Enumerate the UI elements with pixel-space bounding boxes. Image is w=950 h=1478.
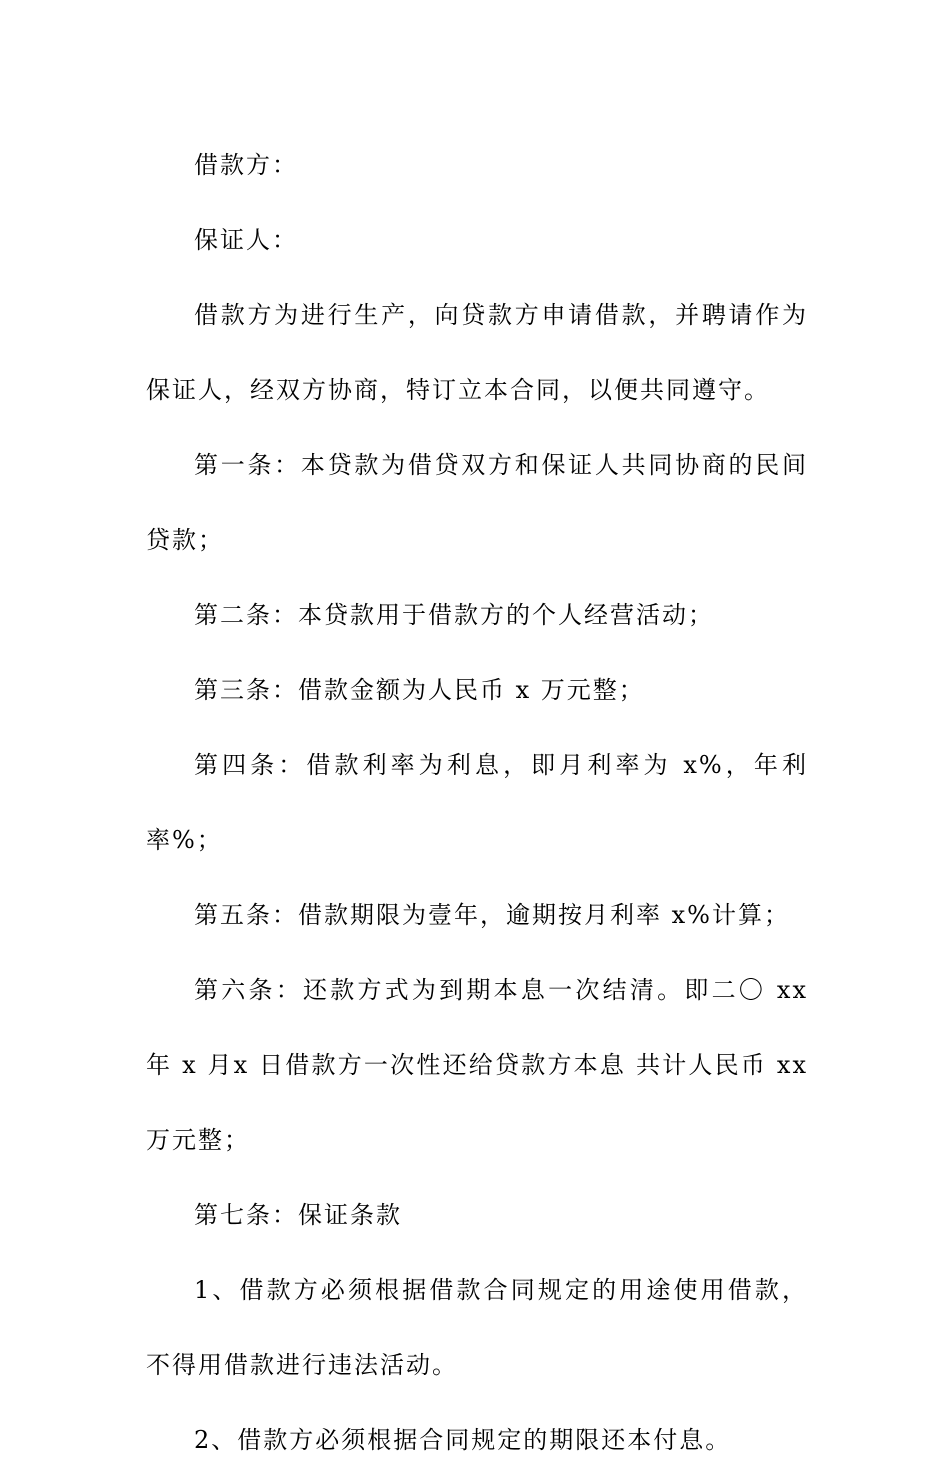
guarantor-line: 保证人：	[194, 226, 298, 254]
article-2: 第二条：本贷款用于借款方的个人经营活动；	[194, 601, 714, 629]
guarantee-clause-2: 2、借款方必须根据合同规定的期限还本付息。	[194, 1426, 732, 1454]
document-body	[146, 128, 808, 1478]
borrower-line: 借款方：	[194, 151, 298, 179]
preamble-paragraph: 借款方为进行生产，向贷款方申请借款，并聘请作为保证人，经双方协商，特订立本合同，以便共同遵守。	[146, 301, 808, 404]
article-1: 第一条：本贷款为借贷双方和保证人共同协商的民间贷款；	[146, 451, 808, 554]
article-4: 第四条：借款利率为利息，即月利率为 x%，年利率%；	[146, 751, 808, 854]
guarantee-clause-1: 1、借款方必须根据借款合同规定的用途使用借款，不得用借款进行违法活动。	[146, 1276, 808, 1379]
article-5: 第五条：借款期限为壹年，逾期按月利率 x%计算；	[194, 901, 790, 929]
article-3: 第三条：借款金额为人民币 x 万元整；	[194, 676, 645, 704]
article-6: 第六条：还款方式为到期本息一次结清。即二〇 xx 年 x 月x 日借款方一次性还给贷款方本息 共计人民币 xx 万元整；	[146, 976, 808, 1154]
article-7-heading: 第七条：保证条款	[194, 1201, 402, 1229]
